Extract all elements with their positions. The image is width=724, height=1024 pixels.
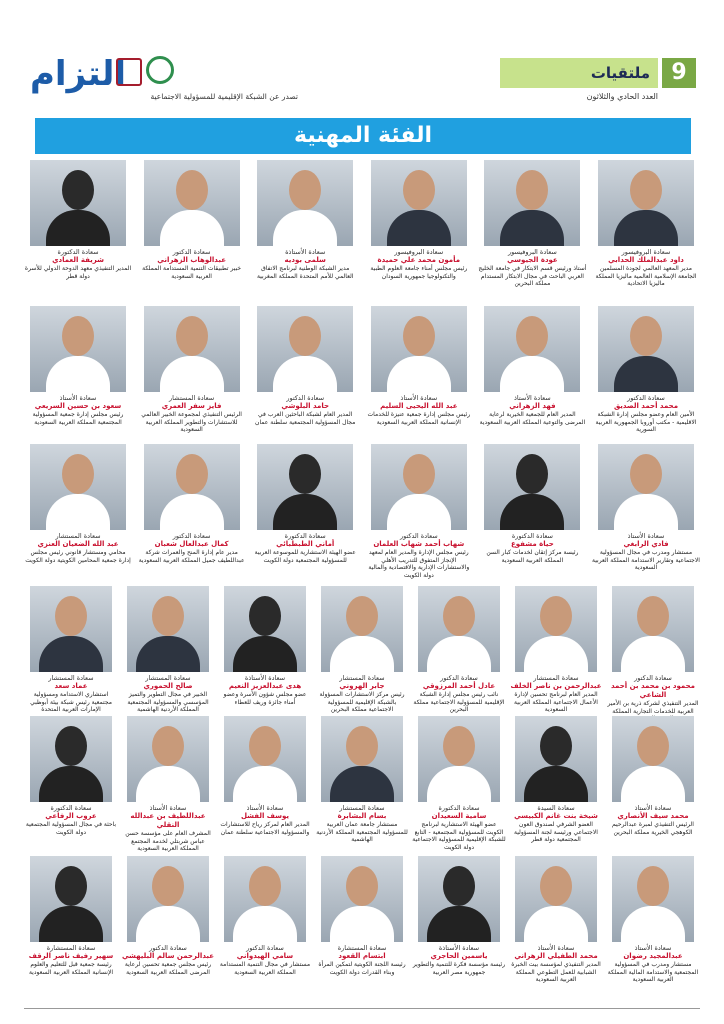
person-photo [321,856,403,942]
person-card [121,716,215,853]
person-photo [144,160,240,246]
person-description: عضو الهيئة الاستشارية للموسوعة العربية للمسؤولية المجتمعية دولة الكويت [254,549,356,564]
person-description: باحثة في مجال المسؤولية المجتمعية دولة الكويت [25,821,117,836]
page-number: 9 [662,58,696,88]
person-photo [321,716,403,802]
person-card [218,856,312,984]
person-description: المدير التنفيذي معهد الدوحة الدولي للأسرة دولة قطر [24,265,132,280]
person-title: سعادة الدكتورة [57,248,99,256]
page-header [0,0,724,110]
person-description: عضو مجلس شؤون الأسرة وعضو أمناء جائزة وريف للعطاء [223,691,307,706]
person-name: هدى عبدالعزيز النعيم [228,682,302,690]
person-card [606,586,700,723]
person-photo [418,856,500,942]
person-name: عبد الله الضعيان العنزي [37,540,119,548]
person-title: سعادة الدكتور [627,394,665,402]
person-description: المدير العام للجمعية الخيرية لرعاية المرضى والتوعية المملكة العربية السعودية [479,411,586,426]
person-photo [144,306,240,392]
person-photo [224,586,306,672]
person-name: عبداللطيف بن عبدالله النقلي [130,812,206,829]
person-name: عادل أحمد المرزوقي [422,682,496,690]
person-title: سعادة الأستاذة [285,248,326,256]
person-description: المدير العام لبرنامج تحسين لإدارة الأعمال الاجتماعية المملكة العربية السعودية [514,691,598,713]
person-photo [418,586,500,672]
person-title: سعادة الدكتور [286,394,325,402]
person-photo [598,160,694,246]
person-title: سعادة الدكتور [149,944,187,952]
person-title: سعادة الأستاذ [59,394,97,402]
person-photo [30,306,126,392]
person-title: سعادة البروفيسور [394,248,444,256]
person-name: سهير رفيف ناصر الرقف [28,952,114,960]
person-photo [30,856,112,942]
person-card [606,856,700,984]
person-description: رئيسة مركز إتقان لخدمات كبار السن المملكة العربية السعودية [486,549,579,564]
person-photo [515,856,597,942]
person-title: سعادة الأستاذ [400,394,438,402]
person-title: سعادة المستشارة [337,944,387,952]
person-description: رئيس مركز الاستشارات المسؤولة بالشبكة الإقليمية للمسؤولية الاجتماعية مملكة البحرين [319,691,405,713]
category-banner: الفئة المهنية [35,118,691,154]
person-title: سعادة الأستاذة [438,944,480,952]
person-description: مستشار ومدرب في مجال المسؤولية الاجتماعية وتقارير الاستدامة المملكة العربية السعودية [592,549,700,571]
person-name: عودة الجيوسي [507,256,558,264]
person-title: سعادة الدكتورة [438,804,480,812]
person-title: سعادة الأستاذة [244,674,286,682]
person-title: سعادة المستشار [55,532,101,540]
person-photo [371,306,467,392]
person-title: سعادة الأستاذ [246,804,284,812]
person-card [24,856,118,984]
person-photo [30,160,126,246]
person-photo [127,856,209,942]
person-title: سعادة الدكتور [399,532,438,540]
person-photo [612,586,694,672]
person-name: عبدالوهاب الزهراني [157,256,226,264]
person-name: محمد سيف الأنصاري [617,812,689,820]
person-name: فادي الرابغي [623,540,669,548]
person-card [24,160,132,288]
person-title: سعادة الأستاذ [149,804,187,812]
person-card [24,444,132,579]
person-photo [127,586,209,672]
person-name: عماد سعد [54,682,88,690]
person-name: بسام البشابرة [337,812,387,820]
person-description: الأمين العام وعضو مجلس إدارة الشبكة الاقليمية - مكتب أوروبا الجمهورية العربية السورية [595,411,697,433]
person-card [592,306,700,434]
person-name: محمود بن محمد بن أحمد الشاعي [611,682,695,699]
issue-label: العدد الحادي والثلاثون [586,92,658,101]
person-description: الرئيس التنفيذي لمبرة عبدالرحيم الكوهجي الخيرية مملكة البحرين [612,821,694,836]
person-title: سعادة المستشارة [46,944,96,952]
person-title: سعادة الدكتورة [50,804,92,812]
person-name: عبد الله اليحيى السليم [380,402,458,410]
person-title: سعادة المستشار [145,674,191,682]
person-title: سعادة السيدة [537,804,575,812]
person-card [138,444,246,579]
person-card [251,306,359,434]
person-name: حياة مشفوع [511,540,554,548]
person-description: المدير التنفيذي لمؤسسة بيت الخبرة الشبابية للعمل التطوعي المملكة العربية السعودية [511,961,601,983]
person-card [478,306,586,434]
person-description: مدير عام إدارة المنح والعمرات شركة عبداللطيف جميل المملكة العربية السعودية [138,549,245,564]
person-title: سعادة المستشار [533,674,579,682]
person-description: العضو الشرفي لصندوق العون الاجتماعي ورئيسة لجنة المسؤولية المجتمعية دولة قطر [514,821,598,843]
person-description: الرئيس التنفيذي لمجموعة الخبير العالمي للاستشارات والتطوير المملكة العربية السعودية [141,411,242,433]
person-description: خبير تطبيقات التنمية المستدامة المملكة العربية السعودية [142,265,242,280]
person-title: سعادة الدكتور [172,248,211,256]
person-description: مستشار ومدرب في المسؤولية المجتمعية والاستدامة المالية المملكة العربية السعودية [607,961,699,983]
person-card [315,716,409,853]
person-name: فايز سفر العمري [161,402,222,410]
person-card [121,856,215,984]
person-description: عضو الهيئة الاستشارية لبرنامج الكويت للمسؤولية المجتمعية - التابع للشبكة الإقليمية للمسؤولية الاجتماعية دولة الكويت [412,821,506,851]
person-title: سعادة الأستاذ [627,532,665,540]
person-card [592,444,700,579]
person-description: رئيس مجلس إدارة جمعية عنيزة للخدمات الإنسانية المملكة العربية السعودية [367,411,471,426]
person-name: فهد الزهراني [509,402,556,410]
person-photo [224,716,306,802]
person-photo [612,716,694,802]
person-name: سلمى بوديه [284,256,326,264]
person-description: رئيس مجلس إدارة جمعية المسؤولية المجتمعية المملكة العربية السعودية [32,411,124,426]
person-description: رئيس مجلس جمعية تحسين لرعاية المرضى المملكة العربية السعودية [124,961,212,976]
people-row [24,160,700,288]
person-description: نائب رئيس مجلس إدارة الشبكة الإقليمية للمسؤولية الاجتماعية مملكة البحرين [413,691,505,713]
person-description: المشرف العام على مؤسسة حسن عباس شربتلي لخدمة المجتمع المملكة العربية السعودية [125,830,211,852]
people-row [24,306,700,434]
person-card [509,586,603,723]
people-row [24,444,700,579]
person-title: سعادة الأستاذ [514,394,551,402]
person-card [251,444,359,579]
person-photo [598,444,694,530]
person-name: جابر الهروني [339,682,385,690]
person-card [365,444,473,579]
person-photo [30,716,112,802]
person-description: مدير المعهد العالمي لجودة المسلمين الجامعة الإسلامية العالمية ماليزيا المملكة ماليزيا الاتحادية [595,265,697,287]
person-card [315,586,409,723]
person-photo [224,856,306,942]
person-name: عبدالمجيد رضوان [623,952,683,960]
person-title: سعادة الأستاذ [537,944,575,952]
person-name: كمال عبدالعال شعبان [154,540,229,548]
person-name: عروب الرفاعي [45,812,97,820]
person-card [606,716,700,853]
person-card [24,306,132,434]
person-card [592,160,700,288]
person-photo [257,444,353,530]
logo: التزام [30,54,127,94]
person-title: سعادة المستشار [339,674,385,682]
person-name: ابتسام القعود [338,952,386,960]
person-name: داود عبدالملك الحدابي [608,256,684,264]
person-photo [127,716,209,802]
person-name: حامد البلوشي [281,402,330,410]
person-title: سعادة الأستاذ [634,944,672,952]
person-title: سعادة الدكتور [440,674,478,682]
person-photo [612,856,694,942]
footer-divider [24,1008,700,1009]
person-description: المدير العام لشبكة الباحثين العرب في مجال المسؤولية المجتمعية سلطنة عمان [255,411,356,426]
person-title: سعادة الدكتورة [511,532,553,540]
person-card [138,306,246,434]
person-card [478,444,586,579]
person-card [412,586,506,723]
person-card [509,856,603,984]
person-title: سعادة المستشار [169,394,215,402]
person-description: مدير الشبكة الوطنية لبرنامج الاتفاق العالمي للأمم المتحدة المملكة المغربية [256,265,354,280]
person-card [218,716,312,853]
network-logo-icon [146,56,174,84]
person-description: رئيس مجلس أمناء جامعة العلوم الطبية والتكنولوجيا جمهورية السودان [370,265,468,280]
person-card [218,586,312,723]
person-card [138,160,246,288]
person-title: سعادة المستشار [48,674,94,682]
person-photo [257,306,353,392]
person-title: سعادة الدكتور [246,944,284,952]
person-photo [418,716,500,802]
person-name: محمد أحمد الصديق [613,402,679,410]
person-description: رئيسة مؤسسة فكرة للتنمية والتطوير جمهورية مصر العربية [412,961,506,976]
person-title: سعادة الدكتور [172,532,211,540]
person-description: أستاذ ورئيس قسم الابتكار في جامعة الخليج العربي الباحث في مجال الابتكار المستدام مملكة البحرين [478,265,587,287]
person-name: شهاب أحمد شهاب العلمان [373,540,465,548]
person-name: صالح الحموري [143,682,193,690]
person-card [24,716,118,853]
person-photo [144,444,240,530]
person-description: رئيسة جمعية قبل للتعليم والعلوم الإنسانية المملكة العربية السعودية [28,961,114,976]
org-logo-icon [116,58,142,86]
publisher-line: تصدر عن الشبكة الإقليمية للمسؤولية الاجتماعية [150,92,298,101]
person-title: سعادة الأستاذ [634,804,672,812]
person-name: يوسف الفشل [240,812,290,820]
person-title: سعادة البروفيسور [621,248,671,256]
person-description: محامي ومستشار قانوني رئيس مجلس إدارة جمعية المحامين الكويتية دولة الكويت [25,549,131,564]
person-description: مستشار جامعة عمان العربية للمسؤولية المجتمعية المملكة الأردنية الهاشمية [316,821,408,843]
person-card [412,856,506,984]
person-photo [321,586,403,672]
person-name: سامي الهيدواني [236,952,294,960]
person-description: رئيسة اللجنة الكويتية لتمكين المرأة وبناء القدرات دولة الكويت [318,961,406,976]
person-card [412,716,506,853]
people-row [24,716,700,853]
person-description: المدير العام لمركز رياح للاستشارات والمسؤولية الاجتماعية سلطنة عمان [220,821,310,836]
person-title: سعادة المستشار [339,804,385,812]
person-name: ياسمين الحاجري [430,952,488,960]
person-photo [257,160,353,246]
person-photo [484,306,580,392]
person-photo [371,160,467,246]
person-name: عبدالرحمن سالم البليهشي [121,952,215,960]
person-title: سعادة الدكتور [634,674,672,682]
person-name: عبدالرحمن بن ناصر الخلف [510,682,602,690]
person-card [121,586,215,723]
person-name: سامية السعيدان [431,812,487,820]
person-photo [30,444,126,530]
person-photo [515,716,597,802]
person-photo [598,306,694,392]
person-card [509,716,603,853]
person-photo [515,586,597,672]
person-name: شيخة بنت غانم الكبيسي [514,812,598,820]
person-name: سعود بن حسين السريعي [34,402,122,410]
person-card [365,306,473,434]
person-description: مستشار في مجال التنمية المستدامة المملكة العربية السعودية [219,961,311,976]
person-name: محمد الطفيلي الزهراني [514,952,598,960]
person-card [315,856,409,984]
person-card [478,160,586,288]
person-name: أماني الطبطبائي [276,540,335,548]
people-row [24,856,700,984]
people-row [24,586,700,723]
person-photo [484,444,580,530]
person-photo [484,160,580,246]
person-photo [371,444,467,530]
person-description: المدير التنفيذي لشركة ذرية بن الأمير العربية للخدمات التجارية المملكة [607,700,699,715]
person-name: مأمون محمد علي حميدة [377,256,461,264]
person-photo [30,586,112,672]
person-title: سعادة البروفيسور [508,248,557,256]
person-name: شريفة العمادي [52,256,104,264]
person-card [365,160,473,288]
person-card [251,160,359,288]
person-description: الخبير في مجال التطوير والتميز المؤسسي والمسؤولية المجتمعية المملكة الأردنية الهاشمية [127,691,209,713]
person-title: سعادة الدكتورة [284,532,326,540]
section-title: ملتقيات [500,58,658,88]
person-description: رئيس مجلس الإدارة والمدير العام لمعهد الإنجاز المتفوق للتدريب الأهلي والاستشارات الإدارية والاقتصادية والمالية دولة الكويت [368,549,470,579]
person-description: استشاري الاستدامة ومسؤولية مجتمعية رئيس شبكة بيئة أبوظبي الإمارات العربية المتحدة [30,691,112,713]
person-card [24,586,118,723]
